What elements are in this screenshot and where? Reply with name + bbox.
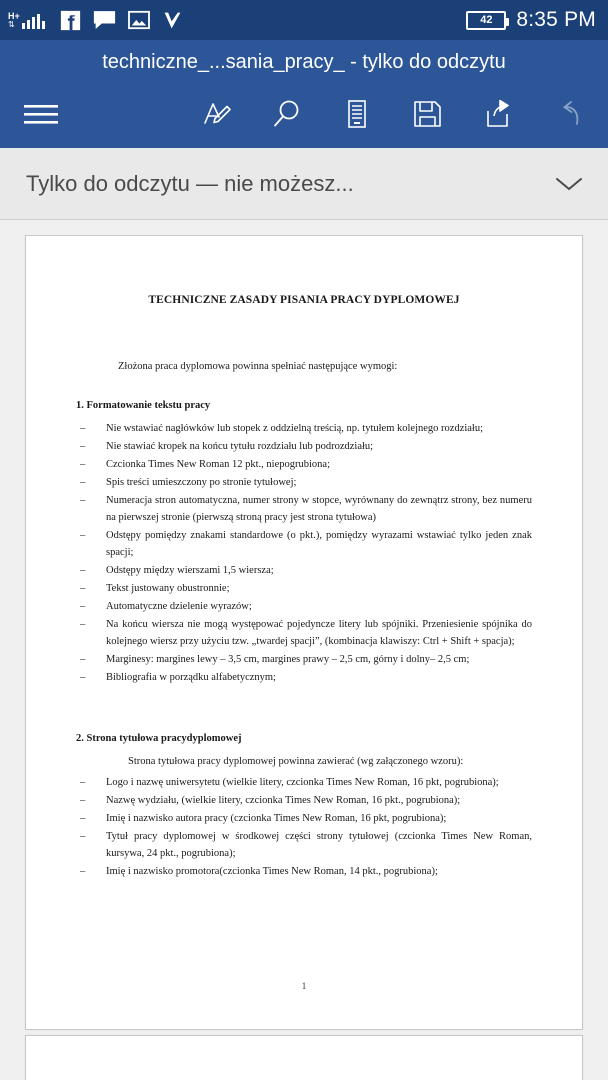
title-bar <box>0 40 608 85</box>
toolbar <box>0 85 608 148</box>
list-item: – Marginesy: margines lewy – 3,5 cm, margines prawy – 2,5 cm, górny i dolny– 2,5 cm; <box>76 651 532 668</box>
document-viewport[interactable] <box>0 235 608 1080</box>
document-page-1 <box>25 235 583 1030</box>
hamburger-icon <box>24 102 58 126</box>
save-floppy-icon <box>410 97 444 131</box>
section-2-heading: 2. Strona tytułowa pracydyplomowej <box>76 732 242 744</box>
list-item: – Nazwę wydziału, (wielkie litery, czcionka Times New Roman, 16 pkt., pogrubiona); <box>76 792 532 809</box>
list-item: – Spis treści umieszczony po stronie tytułowej; <box>76 474 532 491</box>
list-item: – Na końcu wiersza nie mogą występować pojedyncze litery lub spójniki. Przeniesienie spójnika do kolejnego wiersz przy użyciu tzw. „twardej spacji”, (kombinacja klawiszy: Ctrl + Shift + spacja); <box>76 616 532 650</box>
section-1-heading: 1. Formatowanie tekstu pracy <box>76 399 211 411</box>
readonly-notification-bar[interactable] <box>0 148 608 220</box>
signal-icon: H+ ⇅ <box>8 11 48 29</box>
signal-bars-icon <box>22 11 48 29</box>
edit-button[interactable] <box>194 91 240 137</box>
battery-icon <box>466 11 506 30</box>
document-view-icon <box>340 97 374 131</box>
list-item: – Odstępy pomiędzy znakami standardowe (o pkt.), pomiędzy wyrazami wstawiać tylko jeden znak spacji; <box>76 527 532 561</box>
chevron-down-icon[interactable] <box>552 167 586 201</box>
list-item: – Nie wstawiać nagłówków lub stopek z oddzielną treścią, np. tytułem kolejnego rozdziału; <box>76 420 532 437</box>
list-item: – Nie stawiać kropek na końcu tytułu rozdziału lub podrozdziału; <box>76 438 532 455</box>
photo-icon <box>128 10 150 30</box>
list-item: – Numeracja stron automatyczna, numer strony w stopce, wyrównany do zewnątrz strony, bez numeru na pierwszej stronie (pierwszą stroną pracy jest strona tytułowa) <box>76 492 532 526</box>
list-item: – Imię i nazwisko promotora(czcionka Times New Roman, 14 pkt., pogrubiona); <box>76 863 532 880</box>
document-page-2 <box>25 1035 583 1080</box>
undo-button[interactable] <box>544 91 590 137</box>
list-item: – Tekst justowany obustronnie; <box>76 580 532 597</box>
status-bar-right <box>466 8 596 32</box>
list-item: – Czcionka Times New Roman 12 pkt., niepogrubiona; <box>76 456 532 473</box>
share-button[interactable] <box>474 91 520 137</box>
edit-pencil-icon <box>200 97 234 131</box>
network-type-label: H+ <box>8 11 20 21</box>
list-item: – Automatyczne dzielenie wyrazów; <box>76 598 532 615</box>
facebook-icon <box>60 10 81 31</box>
menu-button[interactable] <box>18 91 64 137</box>
status-bar-icons <box>8 10 466 31</box>
save-button[interactable] <box>404 91 450 137</box>
list-item: – Logo i nazwę uniwersytetu (wielkie litery, czcionka Times New Roman, 16 pkt, pogrubiona); <box>76 774 532 791</box>
section-1-list <box>76 420 532 686</box>
check-icon <box>162 10 183 31</box>
message-icon <box>93 10 116 30</box>
toolbar-actions <box>194 91 590 137</box>
document-intro: Złożona praca dyplomowa powinna spełniać następujące wymogi: <box>118 360 398 372</box>
document-title: techniczne_...sania_pracy_ - tylko do odczytu <box>102 51 506 73</box>
list-item: – Odstępy między wierszami 1,5 wiersza; <box>76 562 532 579</box>
search-button[interactable] <box>264 91 310 137</box>
app-bar <box>0 40 608 148</box>
list-item: – Tytuł pracy dyplomowej w środkowej części strony tytułowej (czcionka Times New Roman, kursywa, 24 pkt., pogrubiona); <box>76 828 532 862</box>
search-icon <box>270 97 304 131</box>
readonly-message: Tylko do odczytu — nie możesz... <box>26 170 354 196</box>
page-number: 1 <box>301 981 307 991</box>
section-2-subtitle: Strona tytułowa pracy dyplomowej powinna zawierać (wg załączonego wzoru): <box>128 755 464 767</box>
list-item: – Bibliografia w porządku alfabetycznym; <box>76 669 532 686</box>
section-2-list <box>76 774 532 880</box>
list-item: – Imię i nazwisko autora pracy (czcionka Times New Roman, 16 pkt, pogrubiona); <box>76 810 532 827</box>
share-icon <box>480 97 514 131</box>
undo-icon <box>550 97 584 131</box>
page-content <box>76 291 532 880</box>
clock-label: 8:35 PM <box>516 8 596 31</box>
battery-level-label: 42 <box>480 13 493 26</box>
status-bar <box>0 0 608 40</box>
document-heading: TECHNICZNE ZASADY PISANIA PRACY DYPLOMOWEJ <box>148 294 460 306</box>
view-layout-button[interactable] <box>334 91 380 137</box>
